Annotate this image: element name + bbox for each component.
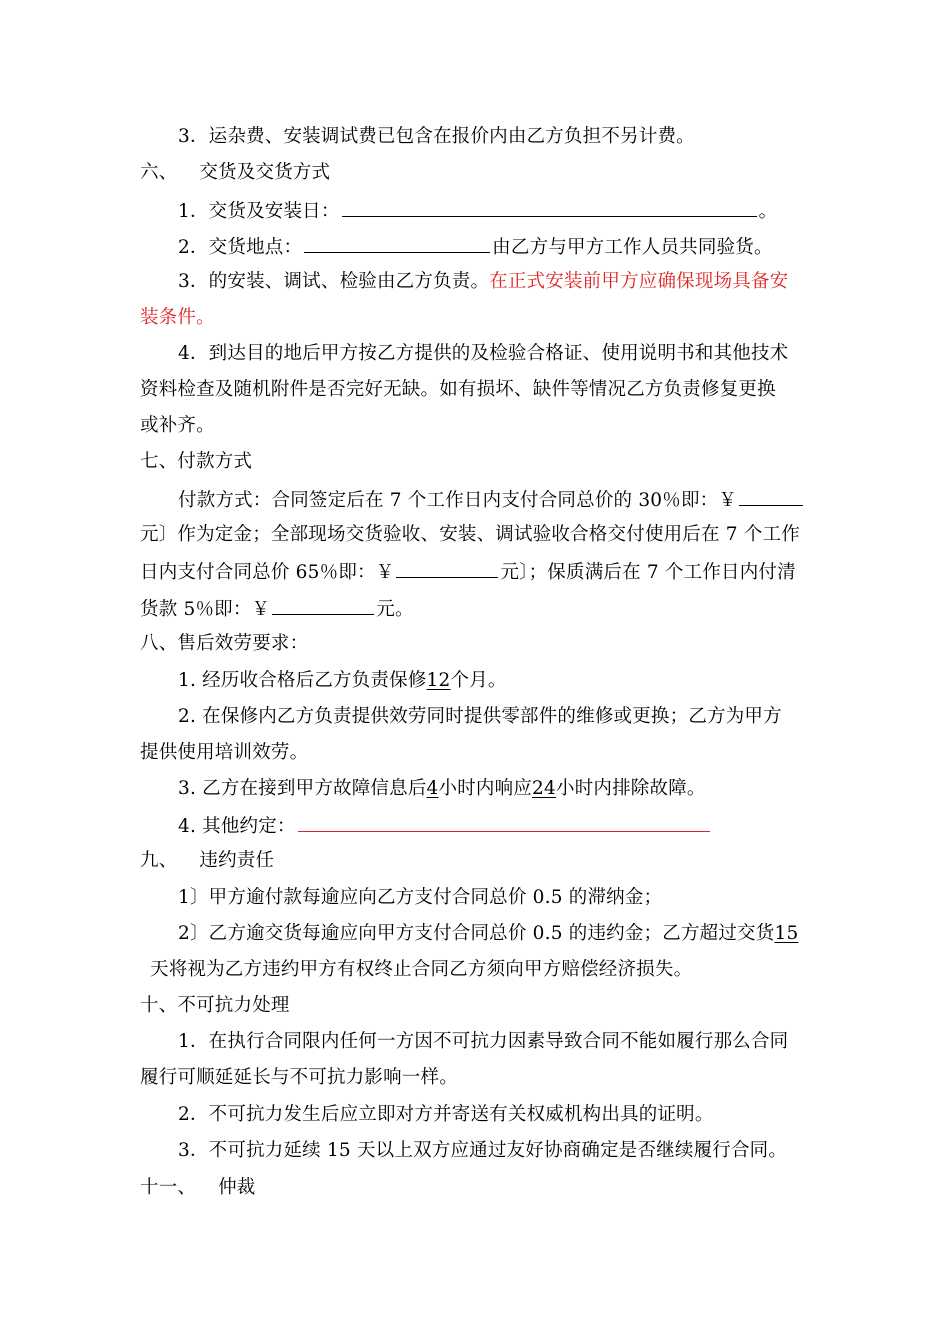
breach-2 [178, 922, 798, 946]
text: 货款 5％即：￥ [140, 599, 271, 620]
clause-6-4 [178, 342, 788, 366]
heading-10 [140, 994, 290, 1018]
text: 小时内排除故障。 [556, 778, 706, 799]
text: 1．交货及安装日： [178, 201, 340, 222]
heading-number: 十一、 [140, 1177, 197, 1198]
blank-line [304, 234, 490, 253]
text: 2．交货地点： [178, 237, 303, 258]
text: 或补齐。 [140, 415, 215, 436]
text: 提供使用培训效劳。 [140, 742, 309, 763]
heading-number: 六、 [140, 162, 178, 183]
text: 元〕；保质满后在 7 个工作日内付清 [500, 562, 796, 583]
force-majeure-1-cont [140, 1066, 458, 1090]
force-majeure-2 [178, 1103, 714, 1127]
text: 2．不可抗力发生后应立即对方并寄送有关权威机构出具的证明。 [178, 1104, 714, 1125]
clause-6-3 [178, 270, 788, 294]
breach-2-cont [150, 958, 692, 982]
text: 2〕乙方逾交货每逾应向甲方支付合同总价 0.5 的违约金；乙方超过交货 [178, 923, 775, 944]
payment-line-1 [178, 487, 805, 513]
heading-title: 八、售后效劳要求： [140, 633, 309, 654]
text: 2. 在保修内乙方负责提供效劳同时提供零部件的维修或更换；乙方为甲方 [178, 706, 782, 727]
heading-title: 仲裁 [218, 1177, 256, 1198]
clause-6-2 [178, 234, 773, 260]
clause-6-4-cont2 [140, 414, 215, 438]
text: 履行可顺延延长与不可抗力影响一样。 [140, 1067, 458, 1088]
payment-line-4 [140, 596, 414, 622]
text: 个月。 [450, 670, 507, 691]
text: 日内支付合同总价 65％即：￥ [140, 562, 395, 583]
service-1 [178, 669, 507, 693]
blank-line [396, 559, 498, 578]
payment-line-3 [140, 559, 796, 585]
text: 1. 经历收合格后乙方负责保修 [178, 670, 427, 691]
text: 元〕作为定金；全部现场交货验收、安装、调试验收合格交付使用后在 7 个工作 [140, 524, 800, 545]
highlighted-text: 装条件。 [140, 307, 215, 328]
payment-line-2 [140, 523, 800, 547]
heading-title: 十、不可抗力处理 [140, 995, 290, 1016]
underlined-value: 12 [426, 670, 451, 691]
blank-line [272, 596, 374, 615]
text: 付款方式：合同签定后在 7 个工作日内支付合同总价的 30％即：￥ [178, 490, 738, 511]
highlighted-text: 在正式安装前甲方应确保现场具备安 [489, 271, 789, 292]
text: 。 [758, 201, 778, 222]
text: 4．到达目的地后甲方按乙方提供的及检验合格证、使用说明书和其他技术 [178, 343, 789, 364]
service-2 [178, 705, 782, 729]
clause-6-1 [178, 198, 777, 224]
underlined-value: 15 [774, 923, 799, 944]
heading-6 [140, 161, 330, 185]
underlined-value: 24 [532, 778, 556, 799]
blank-line [342, 198, 757, 217]
heading-title: 交货及交货方式 [199, 162, 331, 183]
clause-6-4-cont [140, 378, 776, 402]
text: 小时内响应 [438, 778, 533, 799]
text: 3．不可抗力延续 15 天以上双方应通过友好协商确定是否继续履行合同。 [178, 1140, 788, 1161]
text: 4. 其他约定： [178, 816, 296, 837]
text: 元。 [376, 599, 414, 620]
clause-5-3 [178, 125, 695, 149]
service-2-cont [140, 741, 308, 765]
clause-6-3-cont [140, 306, 215, 330]
heading-8 [140, 632, 308, 656]
text: 1〕甲方逾付款每逾应向乙方支付合同总价 0.5 的滞纳金； [178, 887, 663, 908]
text: 3．运杂费、安装调试费已包含在报价内由乙方负担不另计费。 [178, 126, 695, 147]
text: 1．在执行合同限内任何一方因不可抗力因素导致合同不能如履行那么合同 [178, 1031, 789, 1052]
text: 资料检查及随机附件是否完好无缺。如有损坏、缺件等情况乙方负责修复更换 [140, 379, 776, 400]
breach-1 [178, 886, 662, 910]
heading-title: 违约责任 [199, 850, 275, 871]
heading-7 [140, 450, 252, 474]
text: 由乙方与甲方工作人员共同验货。 [492, 237, 773, 258]
text: 天将视为乙方违约甲方有权终止合同乙方须向甲方赔偿经济损失。 [150, 959, 693, 980]
heading-9 [140, 849, 274, 873]
heading-title: 七、付款方式 [140, 451, 253, 472]
force-majeure-1 [178, 1030, 788, 1054]
heading-number: 九、 [140, 850, 178, 871]
blank-line [739, 487, 803, 506]
service-3 [178, 777, 706, 801]
text: 3．的安装、调试、检验由乙方负责。 [178, 271, 490, 292]
text: 3. 乙方在接到甲方故障信息后 [178, 778, 427, 799]
service-4 [178, 813, 712, 839]
underlined-value: 4 [426, 778, 439, 799]
heading-11 [140, 1176, 256, 1200]
blank-line [298, 813, 710, 832]
force-majeure-3 [178, 1139, 787, 1163]
